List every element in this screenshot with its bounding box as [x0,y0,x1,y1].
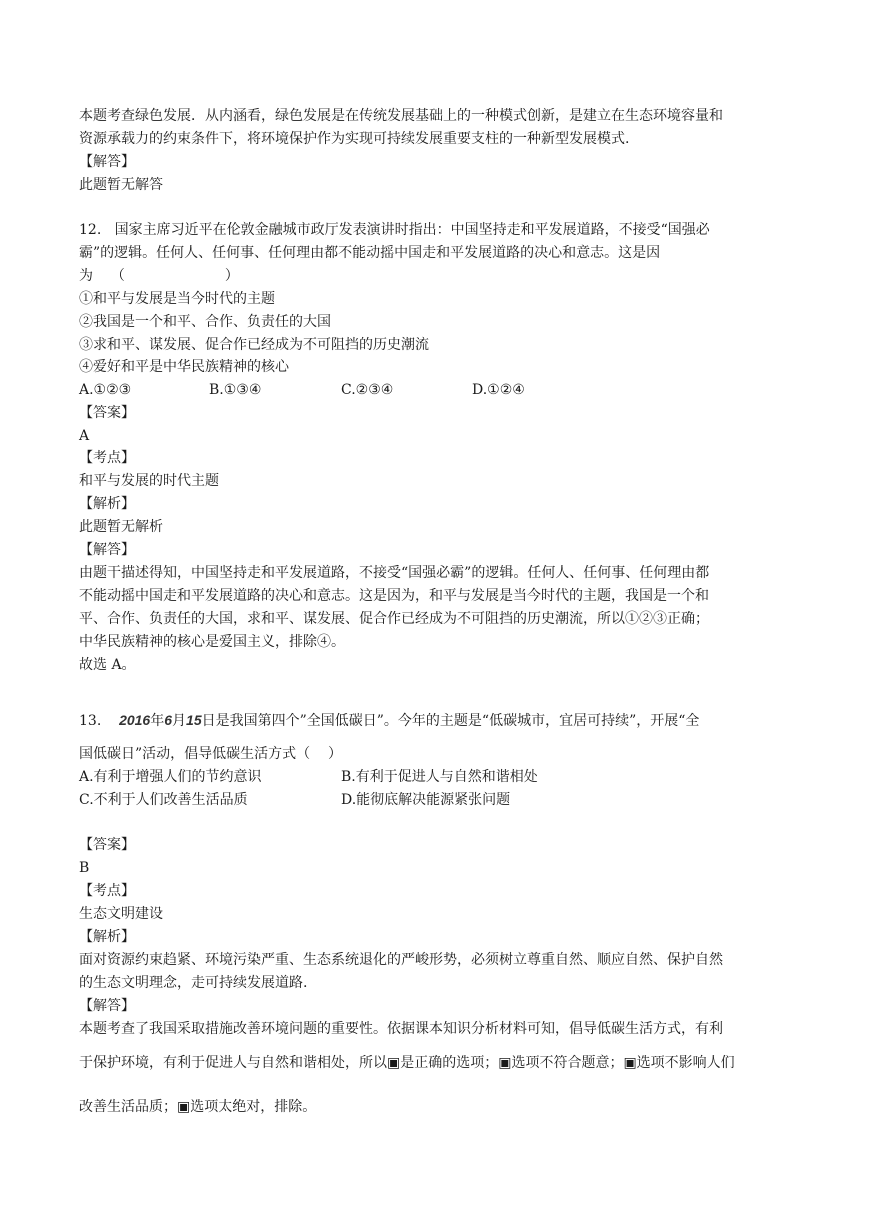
q13-analysis-header: 【解析】 [79,929,135,945]
q13-option-c: C.不利于人们改善生活品质 [79,792,248,808]
q13-year: 2016 [119,712,151,728]
q13-point-header: 【考点】 [79,883,135,899]
q12-statement-4: ④爱好和平是中华民族精神的核心 [79,359,289,375]
q13-solution-line-3: 改善生活品质；▣选项太绝对，排除。 [79,1099,317,1115]
q12-statement-1: ①和平与发展是当今时代的主题 [79,291,275,307]
q12-point-header: 【考点】 [79,450,135,466]
q12-point: 和平与发展的时代主题 [79,473,219,489]
q12-stem-line-2: 霸”的逻辑。任何人、任何事、任何理由都不能动摇中国走和平发展道路的决心和意志。这是因 [79,245,661,261]
q13-point: 生态文明建设 [79,906,163,922]
q12-solution-line-1: 由题干描述得知，中国坚持走和平发展道路，不接受“国强必霸”的逻辑。任何人、任何事、任何理由都 [79,565,710,581]
q13-solution-header: 【解答】 [79,998,135,1014]
q12-stem-text-1: 国家主席习近平在伦敦金融城市政厅发表演讲时指出：中国坚持走和平发展道路，不接受“国强必 [114,222,710,238]
q12-statement-2: ②我国是一个和平、合作、负责任的大国 [79,314,331,330]
q12-option-a: A.①②③ [79,382,132,398]
q12-option-c: C.②③④ [341,382,394,398]
q11-analysis-line-1: 本题考查绿色发展．从内涵看，绿色发展是在传统发展基础上的一种模式创新，是建立在生态环境容量和 [79,108,723,124]
q12-stem-line-3 [79,266,239,286]
q12-answer: A [79,428,90,444]
q13-day: 15 [186,712,202,728]
q13-option-a: A.有利于增强人们的节约意识 [79,769,262,785]
q12-paren-close: ） [224,268,239,284]
q13-option-b: B.有利于促进人与自然和谐相处 [341,769,538,785]
q12-solution-header: 【解答】 [79,542,135,558]
q12-number: 12. [79,222,102,238]
q13-solution-line-2: 于保护环境，有利于促进人与自然和谐相处，所以▣是正确的选项；▣选项不符合题意；▣选项不影响人们 [79,1055,735,1071]
q11-answer-header: 【解答】 [79,154,135,170]
q12-paren-open: （ [110,268,125,284]
q13-answer-header: 【答案】 [79,837,135,853]
q12-solution-line-3: 平、合作、负责任的大国，求和平、谋发展、促合作已经成为不可阻挡的历史潮流，所以①②③正确； [79,611,709,627]
q12-solution-line-4: 中华民族精神的核心是爱国主义，排除④。 [79,634,345,650]
q13-analysis-line-2: 的生态文明理念，走可持续发展道路. [79,975,308,991]
q13-stem-line-1 [79,710,699,731]
q13-yue: 月 [172,713,187,729]
q12-stem-wei: 为 [79,268,93,284]
q13-solution-line-1: 本题考查了我国采取措施改善环境问题的重要性。依据课本知识分析材料可知，倡导低碳生活方式，有利 [79,1021,723,1037]
q13-month: 6 [164,712,173,728]
q13-option-d: D.能彻底解决能源紧张问题 [341,792,511,808]
q12-analysis-header: 【解析】 [79,496,135,512]
q11-analysis-line-2: 资源承载力的约束条件下，将环境保护作为实现可持续发展重要支柱的一种新型发展模式. [79,131,630,147]
q12-stem-line-1 [79,220,710,240]
q13-nian: 年 [150,713,165,729]
q13-number: 13. [79,713,102,729]
q13-stem-line-2: 国低碳日”活动，倡导低碳生活方式（ ） [79,746,342,762]
q12-option-b: B.①③④ [209,382,262,398]
q12-analysis: 此题暂无解析 [79,519,163,535]
q13-answer: B [79,860,90,876]
q12-solution-line-5: 故选 A。 [79,657,136,673]
q13-stem-rest: 日是我国第四个”全国低碳日”。今年的主题是“低碳城市，宜居可持续”，开展“全 [201,713,700,729]
q13-analysis-line-1: 面对资源约束趋紧、环境污染严重、生态系统退化的严峻形势，必须树立尊重自然、顺应自然、保护自然 [79,952,723,968]
q12-statement-3: ③求和平、谋发展、促合作已经成为不可阻挡的历史潮流 [79,337,429,353]
q12-answer-header: 【答案】 [79,405,135,421]
q12-option-d: D.①②④ [472,382,525,398]
q11-answer-text: 此题暂无解答 [79,177,163,193]
q12-solution-line-2: 不能动摇中国走和平发展道路的决心和意志。这是因为，和平与发展是当今时代的主题，我国是一个和 [79,588,709,604]
